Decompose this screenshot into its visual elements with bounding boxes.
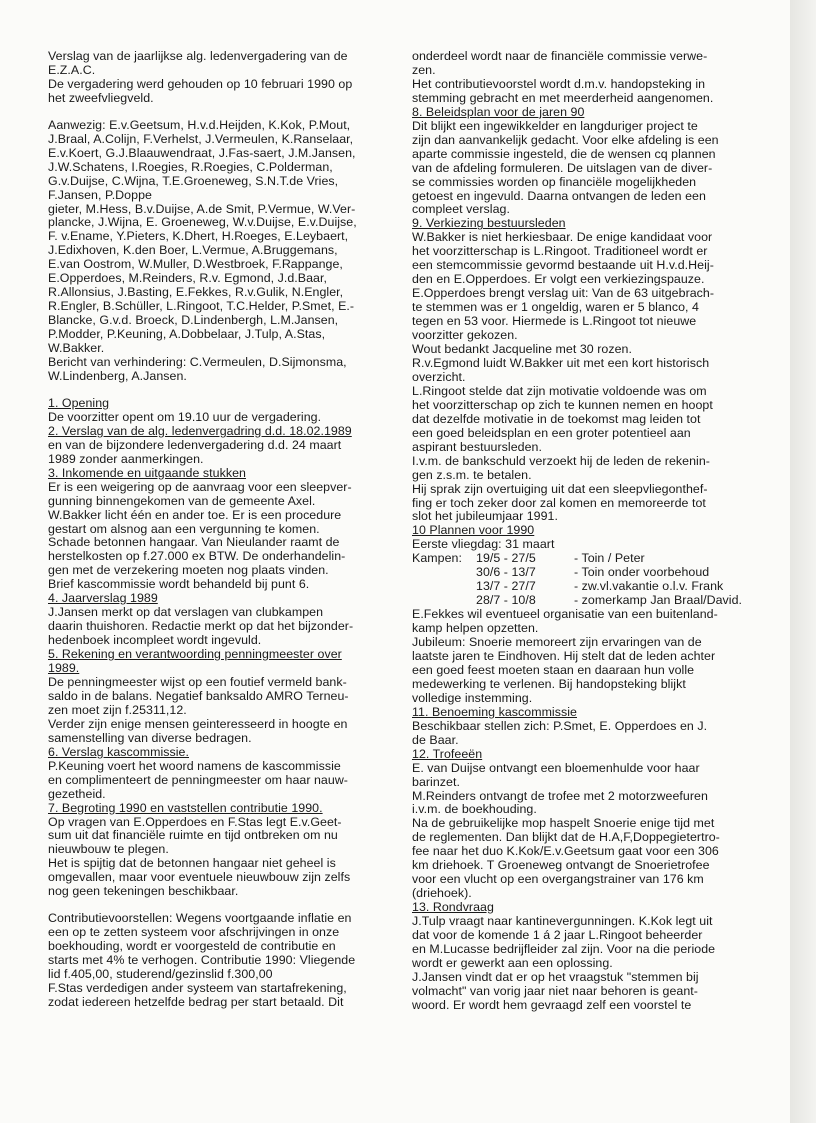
text-line: en complimenteert de penningmeester om haar nauw- [48,772,348,787]
section-heading: 5. Rekening en verantwoording penningmeester over [48,647,342,662]
text-line: E.v.Koert, G.J.Blaauwendraat, J.Fas-saert, J.M.Jansen, [48,145,356,160]
text-line: het zweefvliegveld. [48,90,154,105]
section-heading: 3. Inkomende en uitgaande stukken [48,465,246,480]
text-line: zijn dan aanvankelijk gedacht. Voor elke afdeling is een [412,132,719,147]
text-line: boekhouding, wordt er voorgesteld de contributie en [48,939,336,954]
text-line: wordt er gewerkt aan een oplossing. [412,955,613,970]
kampen-label [412,566,476,580]
text-line: Na de gebruikelijke mop haspelt Snoerie enige tijd met [412,816,715,831]
text-line: stemming gebracht en met meerderheid aangenomen. [412,90,714,105]
text-line: E.Fekkes wil eventueel organisatie van een buitenland- [412,607,718,622]
text-line: G.v.Duijse, C.Wijna, T.E.Groeneweg, S.N.T.de Vries, [48,173,339,188]
text-line: Jubileum: Snoerie memoreert zijn ervaringen van de [412,635,702,650]
text-line: dat voor de komende 1 á 2 jaar L.Ringoot beheerder [412,928,703,943]
section-heading: 2. Verslag van de alg. ledenvergadring d.d. 18.02.1989 [48,423,352,438]
text-line: E.van Oostrom, W.Muller, D.Westbroek, F.Rappange, [48,257,343,272]
text-line: een stemcommissie gevormd bestaande uit H.v.d.Heij- [412,258,714,273]
text-line: km driehoek. T Groeneweg ontvangt de Snoerietrofee [412,858,710,873]
text-line: gestart om alsnog aan een vergunning te komen. [48,521,320,536]
text-line: W.Bakker is niet herkiesbaar. De enige kandidaat voor [412,230,713,245]
page-edge [790,0,816,1123]
text-line: Het contributievoorstel wordt d.m.v. handopsteking in [412,76,706,91]
section-heading: 7. Begroting 1990 en vaststellen contributie 1990. [48,800,323,815]
text-line: overzicht. [412,369,466,384]
text-line: Het is spijtig dat de betonnen hangaar niet geheel is [48,856,336,871]
text-line: R.v.Egmond luidt W.Bakker uit met een kort historisch [412,355,710,370]
text-line: en M.Lucasse bedrijfleider zal zijn. Voor na die periode [412,942,716,956]
text-line: een goed beleidsplan en een groter potentieel aan [412,425,691,440]
text-line: dat dezelfde motivatie in de toekomst mag leiden tot [412,411,701,426]
section-heading: 10 Plannen voor 1990 [412,523,535,538]
text-line: nog geen tekeningen beschikbaar. [48,884,239,899]
text-line: E.Opperdoes brengt verslag uit: Van de 63 uitgebrach- [412,286,715,301]
text-line: gen met de verzekering moeten nog plaats vinden. [48,563,329,578]
blank-line [48,106,398,119]
text-line: gunning binnengekomen van de gemeente Axel. [48,493,316,508]
text-line: Verslag van de jaarlijkse alg. ledenvergadering van de [48,49,348,63]
text-line: te stemmen was er 1 ongeldig, waren er 5 blanco, 4 [412,300,699,315]
text-line: Eerste vliegdag: 31 maart [412,537,555,552]
text-line: het voorzitterschap op zich te kunnen nemen en hoopt [412,397,713,412]
text-line: 1989 zonder aanmerkingen. [48,451,204,466]
section-heading: 1. Opening [48,395,110,410]
text-line: lid f.405,00, studerend/gezinslid f.300,00 [48,967,273,982]
text-line: voor een vlucht op een overgangstrainer van 176 km [412,872,704,887]
text-line: medewerking te verlenen. Bij handopsteking blijkt [412,676,686,691]
text-line: P.Keuning voert het woord namens de kascommissie [48,758,341,773]
text-line: hedenboek incompleet wordt ingevuld. [48,633,262,648]
kampen-dates: 19/5 - 27/5 [476,551,536,566]
text-line: fee naar het duo K.Kok/E.v.Geetsum gaat voor een 306 [412,844,719,859]
text-line: Hij sprak zijn overtuiging uit dat een sleepvliegonthef- [412,481,708,496]
text-line: daarin thuishoren. Redactie merkt op dat het bijzonder- [48,619,354,634]
right-column [412,49,743,1013]
text-line: F.Stas verdedigen ander systeem van startafrekening, [48,981,347,995]
text-line: getoest en ingevuld. Daarna ontvangen de leden een [412,188,706,203]
text-line: gieter, M.Hess, B.v.Duijse, A.de Smit, P.Vermue, W.Ver- [48,201,356,216]
section-heading: 4. Jaarverslag 1989 [48,591,158,606]
text-line: de Baar. [412,732,459,747]
text-line: herstelkosten op f.27.000 ex BTW. De onderhandelin- [48,549,346,564]
section-heading: 11. Benoeming kascommissie [412,704,577,719]
text-line: woord. Er wordt hem gevraagd zelf een voorstel te [412,997,692,1012]
text-line: Wout bedankt Jacqueline met 30 rozen. [412,342,632,357]
section-heading: 9. Verkiezing bestuursleden [412,216,566,231]
text-line: De voorzitter opent om 19.10 uur de vergadering. [48,409,322,424]
text-line: omgevallen, maar voor eventuele nieuwbouw zijn zelfs [48,870,351,885]
text-line: laatste jaren te Eindhoven. Hij stelt dat de leden achter [412,648,716,663]
text-line: van de afdeling formuleren. De uitslagen van de diver- [412,160,713,175]
text-line: J.Jansen merkt op dat verslagen van clubkampen [48,605,324,620]
kampen-schedule [412,551,743,608]
text-line: sum uit dat financiële ruimte en tijd ontbreken om nu [48,828,338,843]
left-column [48,50,398,1010]
kampen-dates: 28/7 - 10/8 [476,593,536,608]
text-line: R.Engler, B.Schüller, L.Ringoot, T.C.Helder, P.Smet, E.- [48,299,355,314]
text-line: een op te zetten systeem voor afschrijvingen in onze [48,925,340,940]
text-line: de reglementen. Dan blijkt dat de H.A,F,Doppegietertro- [412,830,720,845]
text-line: W.Bakker. [48,341,105,356]
text-line: voorzitter gekozen. [412,328,518,343]
text-line: compleet verslag. [412,202,510,217]
text-line: volmacht" van vorig jaar niet naar behoren is geant- [412,983,698,998]
text-line: Contributievoorstellen: Wegens voortgaande inflatie en [48,911,352,926]
text-line: zen. [412,62,436,77]
kampen-label [412,594,476,608]
text-line: zen moet zijn f.25311,12. [48,702,187,717]
text-line: F.Jansen, P.Doppe [48,187,152,202]
text-line: W.Bakker licht één en ander toe. Er is een procedure [48,507,342,522]
text-line: tegen en 53 voor. Hiermede is L.Ringoot tot nieuwe [412,314,697,329]
section-heading: 12. Trofeeën [412,746,483,761]
text-line: onderdeel wordt naar de financiële commissie verwe- [412,49,708,63]
kampen-dates: 30/6 - 13/7 [476,565,536,580]
kampen-dates: 13/7 - 27/7 [476,579,536,594]
text-line: M.Reinders ontvangt de trofee met 2 motorzweefuren [412,788,708,803]
kampen-label [412,580,476,594]
text-line: Beschikbaar stellen zich: P.Smet, E. Opperdoes en J. [412,718,708,733]
section-heading: 1989. [48,661,80,676]
text-line: Schade betonnen hangaar. Van Nieulander raamt de [48,535,340,550]
text-line: (driehoek). [412,886,472,901]
text-line: J.W.Schatens, I.Roegies, R.Roegies, C.Polderman, [48,159,333,174]
text-line: J.Edixhoven, K.den Boer, L.Vermue, A.Bruggemans, [48,243,338,258]
text-line: De vergadering werd gehouden op 10 februari 1990 op [48,76,353,91]
text-line: en van de bijzondere ledenvergadering d.d. 24 maart [48,437,342,452]
text-line: Bericht van verhindering: C.Vermeulen, D.Sijmonsma, [48,355,347,370]
text-line: W.Lindenberg, A.Jansen. [48,368,187,383]
text-line: kamp helpen opzetten. [412,621,539,636]
text-line: se commissies worden op financiële mogelijkheden [412,174,697,189]
text-line: nieuwbouw te plegen. [48,842,169,857]
text-line: J.Tulp vraagt naar kantinevergunningen. K.Kok legt uit [412,914,713,929]
text-line: aspirant bestuursleden. [412,439,542,454]
text-line: I.v.m. de bankschuld verzoekt hij de leden de rekenin- [412,453,710,468]
text-line: samenstelling van diverse bedragen. [48,730,252,745]
text-line: J.Braal, A.Colijn, F.Verhelst, J.Vermeulen, K.Ranselaar, [48,131,354,146]
text-line: saldo in de balans. Negatief banksaldo AMRO Terneu- [48,688,349,703]
kampen-description: - zw.vl.vakantie o.l.v. Frank [574,579,724,594]
text-line: i.v.m. de boekhouding. [412,802,537,817]
text-line: Aanwezig: E.v.Geetsum, H.v.d.Heijden, K.Kok, P.Mout, [48,117,351,132]
section-heading: 6. Verslag kascommissie. [48,744,189,759]
text-line: E.Opperdoes, M.Reinders, R.v. Egmond, J.d.Baar, [48,271,327,286]
kampen-description: - Toin / Peter [574,551,645,566]
text-line: gen z.s.m. te betalen. [412,467,532,482]
text-line: J.Jansen vindt dat er op het vraagstuk "stemmen bij [412,969,699,984]
text-line: R.Allonsius, J.Basting, E.Fekkes, R.v.Gulik, N.Engler, [48,285,344,300]
text-line: L.Ringoot stelde dat zijn motivatie voldoende was om [412,383,707,398]
text-line: gezetheid. [48,786,106,801]
kampen-label: Kampen: [412,551,462,566]
text-line: barinzet. [412,774,460,789]
text-line: starts met 4% te verhogen. Contributie 1990: Vliegende [48,953,356,968]
text-line: zodat iedereen hetzelfde bedrag per start betaald. Dit [48,994,344,1009]
text-line: E.Z.A.C. [48,62,96,77]
blank-line [48,384,398,397]
text-line: F. v.Ename, Y.Pieters, K.Dhert, H.Roeges, E.Leybaert, [48,229,349,244]
text-line: Verder zijn enige mensen geinteresseerd in hoogte en [48,716,348,731]
text-line: Brief kascommissie wordt behandeld bij punt 6. [48,577,310,592]
section-heading: 8. Beleidsplan voor de jaren 90 [412,104,585,119]
text-line: Dit blijkt een ingewikkelder en langduriger project te [412,118,698,133]
text-line: slot het jubileumjaar 1991. [412,509,558,524]
kampen-description: - zomerkamp Jan Braal/David. [574,593,743,608]
text-line: volledige instemming. [412,690,533,705]
text-line: het voorzitterschap is L.Ringoot. Traditioneel wordt er [412,244,708,259]
text-line: den en E.Opperdoes. Er volgt een verkiezingspauze. [412,272,705,287]
text-line: aparte commissie ingesteld, die de wensen cq plannen [412,146,716,161]
text-line: plancke, J.Wijna, E. Groeneweg, W.v.Duijse, E.v.Duijse, [48,215,357,230]
text-line: P.Modder, P.Keuning, A.Dobbelaar, J.Tulp, A.Stas, [48,327,326,342]
text-line: een goed feest moeten staan en daaraan hun volle [412,662,695,677]
text-line: De penningmeester wijst op een foutief vermeld bank- [48,674,347,689]
kampen-description: - Toin onder voorbehoud [574,565,710,580]
text-line: E. van Duijse ontvangt een bloemenhulde voor haar [412,760,700,775]
text-line: Op vragen van E.Opperdoes en F.Stas legt E.v.Geet- [48,814,342,829]
text-line: fing er toch zeker door zal komen en memoreerde tot [412,495,706,510]
text-line: Blancke, G.v.d. Broeck, D.Lindenbergh, L.M.Jansen, [48,313,339,328]
text-line: Er is een weigering op de aanvraag voor een sleepver- [48,479,352,494]
section-heading: 13. Rondvraag [412,900,494,915]
